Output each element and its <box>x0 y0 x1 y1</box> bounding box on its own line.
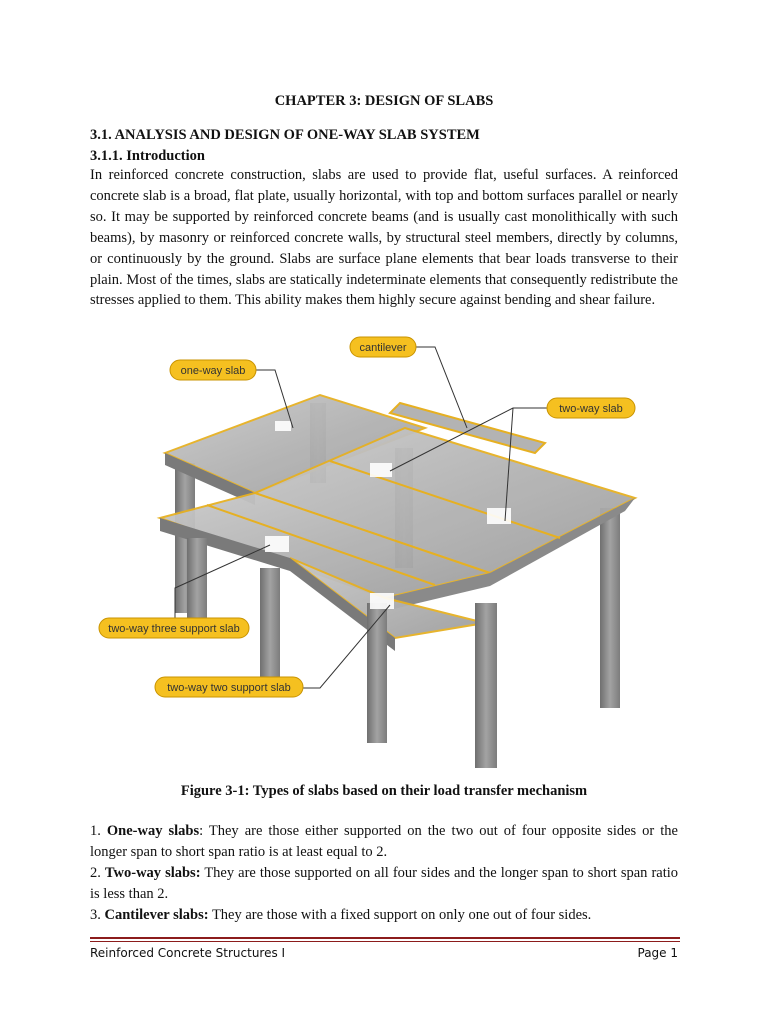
definition-item: 1. One-way slabs: They are those either supported on the two out of four opposite sides or the longer span to short span ratio is at least equal to 2. <box>90 823 678 860</box>
footer-page-number: Page 1 <box>637 946 678 960</box>
callout-cantilever <box>350 337 416 357</box>
svg-text:two-way slab: two-way slab <box>559 403 623 415</box>
svg-text:two-way three support slab: two-way three support slab <box>108 623 240 635</box>
definition-term: One-way slabs <box>106 823 200 839</box>
svg-text:two-way two support slab: two-way two support slab <box>167 682 291 694</box>
footer-course-title: Reinforced Concrete Structures I <box>90 946 286 960</box>
definition-item: 3. Cantilever slabs: They are those with a fixed support on only one out of four sides. <box>90 906 592 923</box>
chapter-title: CHAPTER 3: DESIGN OF SLABS <box>274 93 494 109</box>
callout-two-way-slab <box>547 398 635 418</box>
callout-three-support-slab <box>99 618 249 638</box>
section-title: 3.1. ANALYSIS AND DESIGN OF ONE-WAY SLAB SYSTEM <box>90 127 480 143</box>
figure-caption: Figure 3-1: Types of slabs based on their load transfer mechanism <box>180 783 588 799</box>
footer-rule <box>90 941 680 942</box>
slab-structure-illustration <box>95 333 685 783</box>
callout-one-way-slab <box>170 360 256 380</box>
subsection-title: 3.1.1. Introduction <box>90 148 205 164</box>
slab-types-figure <box>95 333 685 783</box>
definition-term: Two-way slabs: <box>104 864 201 881</box>
definition-item: 2. Two-way slabs: They are those supported on all four sides and the longer span to short span ratio is less than 2. <box>90 864 679 902</box>
callout-two-support-slab <box>155 677 303 697</box>
slab-definitions <box>90 821 678 926</box>
definition-term: Cantilever slabs: <box>104 906 209 923</box>
footer-rule <box>90 937 680 939</box>
intro-paragraph: In reinforced concrete construction, slabs are used to provide flat, useful surfaces. A reinforced concrete slab is a broad, flat plate, usually horizontal, with top and bottom surfaces parallel or nearly so. It may be supported by reinforced concrete beams (and is usually cast monolithically with such beams), by masonry or reinforced concrete walls, by structural steel members, directly by columns, or continuously by the ground. Slabs are surface plane elements that bear loads transverse to their plain. Most of the times, slabs are statically indeterminate elements that consequently redistribute the stresses applied to them. This ability makes them highly secure against bending and shear failure. <box>90 167 678 309</box>
svg-text:cantilever: cantilever <box>359 342 407 354</box>
svg-text:one-way slab: one-way slab <box>180 365 246 377</box>
